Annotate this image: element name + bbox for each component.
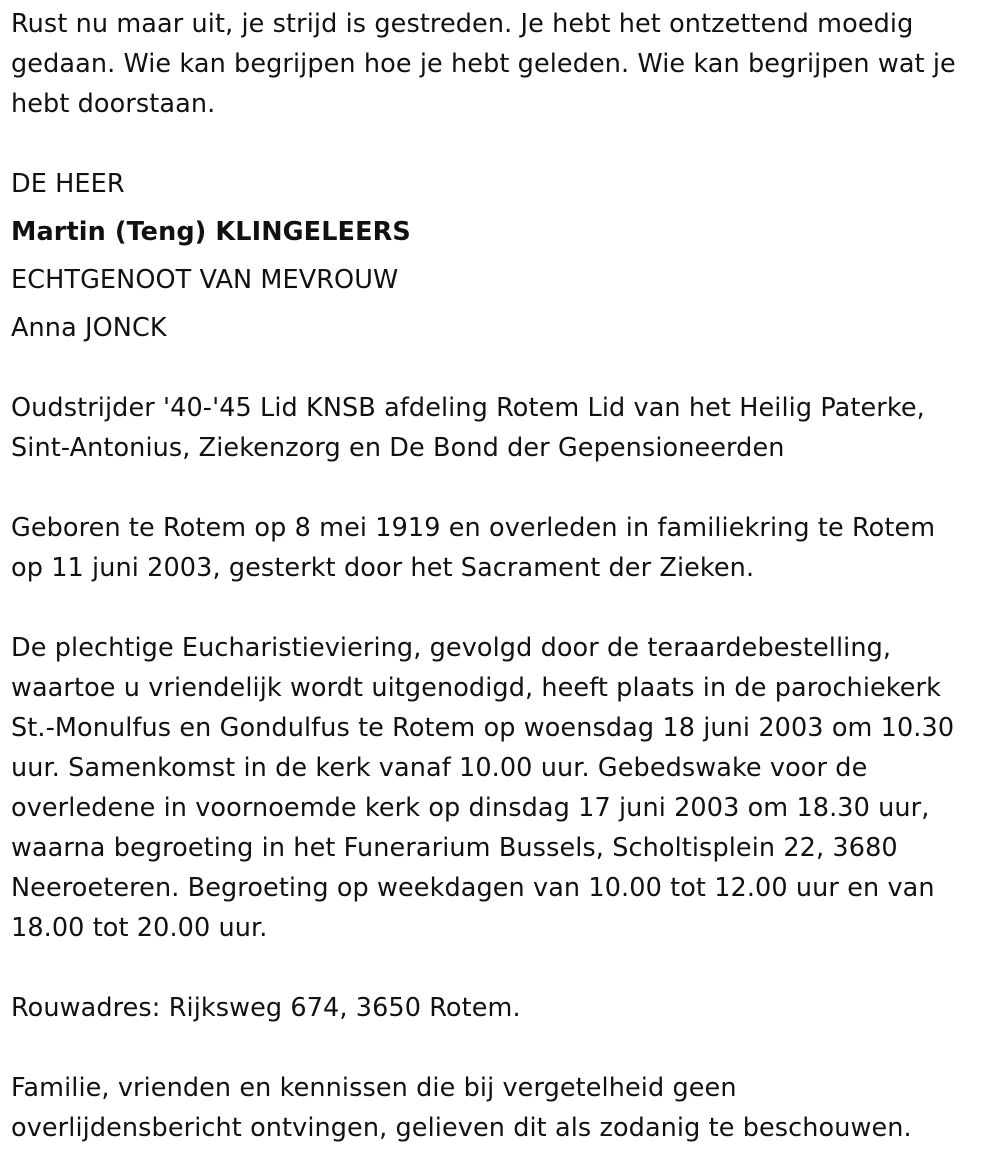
birth-death-line: op 11 juni 2003, gesterkt door het Sacrament der Zieken. [11, 553, 755, 583]
mourning-address: Rouwadres: Rijksweg 674, 3650 Rotem. [11, 993, 521, 1023]
ceremony-line: De plechtige Eucharistieviering, gevolgd door de teraardebestelling, [11, 633, 892, 663]
ceremony-line: Neeroeteren. Begroeting op weekdagen van 10.00 tot 12.00 uur en van [11, 873, 935, 903]
ceremony-line: overledene in voornoemde kerk op dinsdag 17 juni 2003 om 18.30 uur, [11, 793, 930, 823]
ceremony-line: waartoe u vriendelijk wordt uitgenodigd, heeft plaats in de parochiekerk [11, 673, 941, 703]
closing-line: Familie, vrienden en kennissen die bij vergetelheid geen [11, 1073, 737, 1103]
birth-death-line: Geboren te Rotem op 8 mei 1919 en overleden in familiekring te Rotem [11, 513, 936, 543]
spouse-name: Anna JONCK [11, 313, 167, 343]
deceased-name: Martin (Teng) KLINGELEERS [11, 217, 411, 247]
ceremony-line: St.-Monulfus en Gondulfus te Rotem op woensdag 18 juni 2003 om 10.30 [11, 713, 955, 743]
honorific-title: DE HEER [11, 169, 125, 199]
closing-line: overlijdensbericht ontvingen, gelieven dit als zodanig te beschouwen. [11, 1113, 912, 1143]
verse-line: hebt doorstaan. [11, 89, 216, 119]
relation-label: ECHTGENOOT VAN MEVROUW [11, 265, 399, 295]
verse-line: gedaan. Wie kan begrijpen hoe je hebt geleden. Wie kan begrijpen wat je [11, 49, 956, 79]
memberships-line: Oudstrijder '40-'45 Lid KNSB afdeling Rotem Lid van het Heilig Paterke, [11, 393, 925, 423]
ceremony-line: waarna begroeting in het Funerarium Bussels, Scholtisplein 22, 3680 [11, 833, 898, 863]
verse-line: Rust nu maar uit, je strijd is gestreden. Je hebt het ontzettend moedig [11, 9, 914, 39]
ceremony-line: 18.00 tot 20.00 uur. [11, 913, 268, 943]
memberships-line: Sint-Antonius, Ziekenzorg en De Bond der Gepensioneerden [11, 433, 785, 463]
ceremony-line: uur. Samenkomst in de kerk vanaf 10.00 uur. Gebedswake voor de [11, 753, 868, 783]
